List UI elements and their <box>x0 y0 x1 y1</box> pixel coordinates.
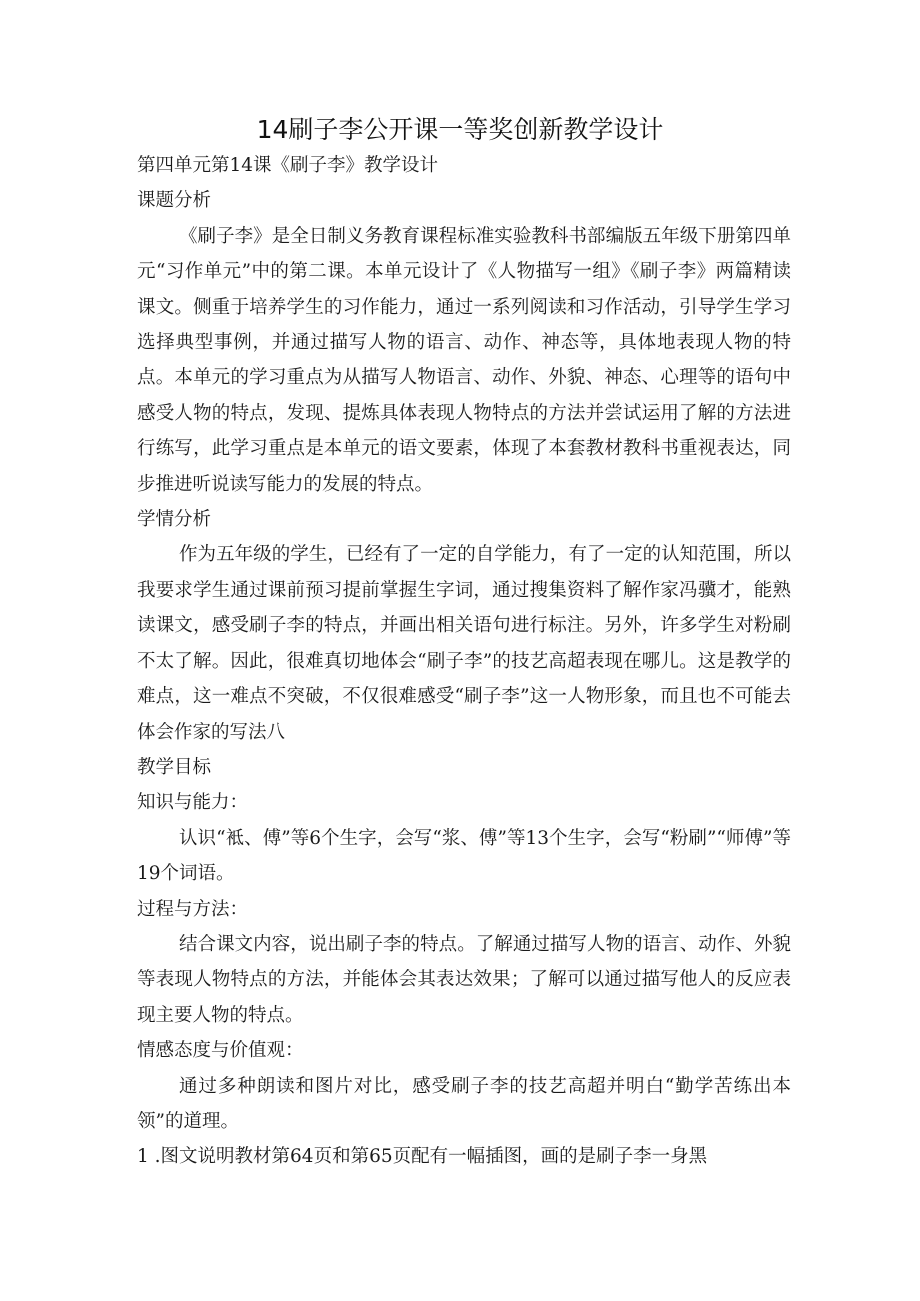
paragraph-emotion-values: 通过多种朗读和图片对比，感受刷子李的技艺高超并明白“勤学苦练出本领”的道理。 <box>137 1075 791 1132</box>
subheading-process-method: 过程与方法： <box>137 898 249 920</box>
paragraph-student-analysis: 作为五年级的学生，已经有了一定的自学能力，有了一定的认知范围，所以我要求学生通过课前预习提前掌握生字词，通过搜集资料了解作家冯骥才，能熟读课文，感受刷子李的特点，并画出相关语句进行标注。另外，许多学生对粉刷不太了解。因此，很难真切地体会“刷子李”的技艺高超表现在哪儿。这是教学的难点，这一难点不突破，不仅很难感受“刷子李”这一人物形象，而且也不可能去体会作家的写法八 <box>137 544 791 743</box>
section-heading-student-analysis: 学情分析 <box>137 509 212 531</box>
paragraph-process-method: 结合课文内容，说出刷子李的特点。了解通过描写人物的语言、动作、外貌等表现人物特点的方法，并能体会其表达效果；了解可以通过描写他人的反应表现主要人物的特点。 <box>137 933 791 1026</box>
document-title: 14刷子李公开课一等奖创新教学设计 <box>256 115 664 144</box>
lesson-subtitle: 第四单元第14课《刷子李》教学设计 <box>137 155 439 176</box>
document-body <box>137 148 791 1175</box>
paragraph-illustration-note: 1 .图文说明教材第64页和第65页配有一幅插图，画的是刷子李一身黑 <box>137 1146 708 1168</box>
section-heading-topic-analysis: 课题分析 <box>137 190 212 212</box>
subheading-emotion-values: 情感态度与价值观： <box>137 1040 304 1062</box>
section-heading-teaching-goals: 教学目标 <box>137 756 212 778</box>
paragraph-topic-analysis: 《刷子李》是全日制义务教育课程标准实验教科书部编版五年级下册第四单元“习作单元”中的第二课。本单元设计了《人物描写一组》《刷子李》两篇精读课文。侧重于培养学生的习作能力，通过一系列阅读和习作活动，引导学生学习选择典型事例，并通过描写人物的语言、动作、神态等，具体地表现人物的特点。本单元的学习重点为从描写人物语言、动作、外貌、神态、心理等的语句中感受人物的特点，发现、提炼具体表现人物特点的方法并尝试运用了解的方法进行练写，此学习重点是本单元的语文要素，体现了本套教材教科书重视表达，同步推进听说读写能力的发展的特点。 <box>137 225 791 495</box>
subheading-knowledge-ability: 知识与能力： <box>137 792 249 814</box>
paragraph-knowledge-ability: 认识“袛、傅”等6个生字，会写“浆、傅”等13个生字，会写“粉刷”“师傅”等19个词语。 <box>137 827 791 885</box>
